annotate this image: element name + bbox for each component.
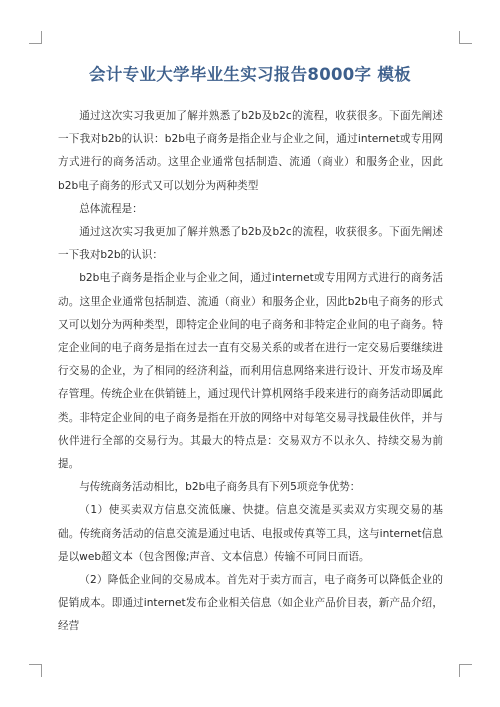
paragraph-b2b-definition: b2b电子商务是指企业与企业之间，通过internet或专用网方式进行的商务活动。这里企业通常包括制造、流通（商业）和服务企业，因此b2b电子商务的形式又可以划分为两种类型，即特定企业间的电子商务和非特定企业间的电子商务。特定企业间的电子商务是指在过去一直有交易关系的或者在进行一定交易后要继续进行交易的企业，为了相同的经济利益，而利用信息网络来进行设计、开发市场及库存管理。传统企业在供销链上，通过现代计算机网络手段来进行的商务活动即属此类。非特定企业间的电子商务是指在开放的网络中对每笔交易寻找最佳伙伴，并与伙伴进行全部的交易行为。其最大的特点是：交易双方不以永久、持续交易为前提。 bbox=[58, 272, 443, 471]
crop-mark-top-right bbox=[459, 31, 472, 44]
crop-mark-top-left bbox=[29, 31, 42, 44]
document-body bbox=[58, 105, 443, 639]
paragraph-advantages-intro: 与传统商务活动相比，b2b电子商务具有下列5项竞争优势： bbox=[79, 481, 361, 494]
paragraph-overall-process: 总体流程是： bbox=[79, 202, 143, 215]
crop-mark-bottom-left bbox=[29, 664, 42, 677]
document-title: 会计专业大学毕业生实习报告8000字 模板 bbox=[89, 65, 411, 84]
paragraph-advantage-1: （1）使买卖双方信息交流低廉、快捷。信息交流是买卖双方实现交易的基础。传统商务活动的信息交流是通过电话、电报或传真等工具，这与internet信息是以web超文本（包含图像;声音、文本信息）传输不可同日而语。 bbox=[58, 504, 443, 563]
paragraph-intro: 通过这次实习我更加了解并熟悉了b2b及b2c的流程，收获很多。下面先阐述一下我对b2b的认识：b2b电子商务是指企业与企业之间，通过internet或专用网方式进行的商务活动。这里企业通常包括制造、流通（商业）和服务企业，因此b2b电子商务的形式又可以划分为两种类型 bbox=[58, 110, 443, 192]
paragraph-intro-repeat: 通过这次实习我更加了解并熟悉了b2b及b2c的流程，收获很多。下面先阐述一下我对b2b的认识： bbox=[58, 226, 443, 262]
paragraph-advantage-2: （2）降低企业间的交易成本。首先对于卖方而言，电子商务可以降低企业的促销成本。即通过internet发布企业相关信息（如企业产品价目表，新产品介绍，经营 bbox=[58, 574, 443, 633]
crop-mark-bottom-right bbox=[459, 664, 472, 677]
